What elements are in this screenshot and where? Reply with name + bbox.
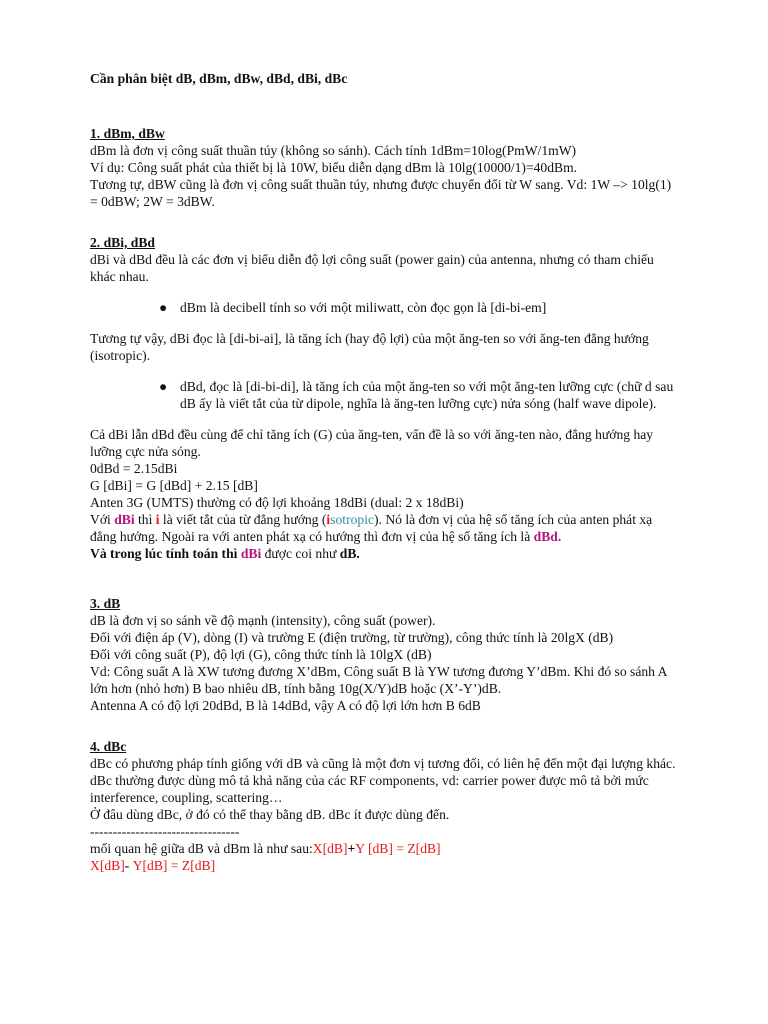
highlight-sotropic: sotropic xyxy=(330,512,374,527)
section-3-line-2: Đối với điện áp (V), dòng (I) và trường E (điện trường, từ trường), công thức tính là 20lgX (dB) xyxy=(90,630,614,645)
text-run: thì xyxy=(134,512,156,527)
formula-x: X[dB] xyxy=(90,858,125,873)
section-4-heading: 4. dBc xyxy=(90,739,127,754)
text-run: Với xyxy=(90,512,115,527)
section-3-heading: 3. dB xyxy=(90,596,121,611)
section-2-line-6: Anten 3G (UMTS) thường có độ lợi khoảng 18dBi (dual: 2 x 18dBi) xyxy=(90,495,464,510)
section-2-line-8 xyxy=(90,545,680,562)
section-1-line-1: dBm là đơn vị công suất thuần túy (không so sánh). Cách tính 1dBm=10log(PmW/1mW) xyxy=(90,143,577,158)
highlight-dbd: dBd. xyxy=(533,529,562,544)
section-2-heading: 2. dBi, dBd xyxy=(90,235,155,250)
section-4-line-4 xyxy=(90,857,680,874)
text-run: mối quan hệ giữa dB và dBm là như sau: xyxy=(90,841,313,856)
bullet-text: dBd, đọc là [di-bi-di], là tăng ích của một ăng-ten so với một ăng-ten lưỡng cực (chữ d sau dB ấy là viết tắt của từ dipole, nghĩa là ăng-ten lưỡng cực) nửa sóng (half wave dipole). xyxy=(180,379,674,411)
formula-yz: Y[dB] = Z[dB] xyxy=(132,858,216,873)
highlight-i: i xyxy=(155,512,160,527)
section-1-line-2: Ví dụ: Công suất phát của thiết bị là 10W, biểu diễn dạng dBm là 10lg(10000/1)=40dBm. xyxy=(90,160,578,175)
list-item xyxy=(159,299,680,316)
highlight-i-isotropic: i xyxy=(326,512,331,527)
section-1-heading: 1. dBm, dBw xyxy=(90,126,165,141)
document-page xyxy=(90,70,680,874)
highlight-dbi: dBi xyxy=(114,512,135,527)
bullet-text: dBm là decibell tính so với một miliwatt, còn đọc gọn là [di-bi-em] xyxy=(180,300,547,315)
section-2-line-1: dBi và dBd đều là các đơn vị biểu diễn độ lợi công suất (power gain) của antenna, nhưng có tham chiếu khác nhau. xyxy=(90,252,654,284)
list-item xyxy=(159,378,680,412)
section-3-line-4: Vd: Công suất A là XW tương đương X’dBm, Công suất B là YW tương đương Y’dBm. Khi đó so sánh A lớn hơn (nhỏ hơn) B bao nhiêu dB, tính bằng 10g(X/Y)dB hoặc (X’-Y’)dB. xyxy=(90,664,667,696)
formula-yz: Y [dB] = Z[dB] xyxy=(355,841,441,856)
section-3-line-5: Antenna A có độ lợi 20dBd, B là 14dBd, vậy A có độ lợi lớn hơn B 6dB xyxy=(90,698,481,713)
divider-dashes: --------------------------------- xyxy=(90,824,240,839)
bullet-icon: ● xyxy=(159,379,168,394)
text-run-bold: dB. xyxy=(339,546,360,561)
section-4-line-3 xyxy=(90,840,680,857)
document-title: Cần phân biệt dB, dBm, dBw, dBd, dBi, dBc xyxy=(90,71,348,86)
text-run: Và trong lúc tính toán thì xyxy=(90,546,241,561)
section-3-line-3: Đối với công suất (P), độ lợi (G), công thức tính là 10lgX (dB) xyxy=(90,647,432,662)
section-2-line-4: 0dBd = 2.15dBi xyxy=(90,461,178,476)
bullet-icon: ● xyxy=(159,300,168,315)
text-run: là viết tắt của từ đẳng hướng ( xyxy=(159,512,327,527)
section-2-bullet-list-1 xyxy=(90,299,680,316)
formula-minus: - xyxy=(124,858,133,873)
section-2-line-3: Cả dBi lẫn dBd đều cùng để chỉ tăng ích (G) của ăng-ten, vấn đề là so với ăng-ten nào, đẳng hướng hay lưỡng cực nửa sóng. xyxy=(90,427,654,459)
text-run: được coi như xyxy=(261,546,340,561)
highlight-dbi: dBi xyxy=(240,546,262,561)
section-3-line-1: dB là đơn vị so sánh về độ mạnh (intensity), công suất (power). xyxy=(90,613,436,628)
section-2-bullet-list-2 xyxy=(90,378,680,412)
text-run: ). Nó là đơn vị của hệ số tăng ích của anten phát xạ đẳng hướng. Ngoài ra với anten phát xạ có hướng thì đơn vị của hệ số tăng ích là xyxy=(90,512,653,544)
formula-plus: + xyxy=(347,841,356,856)
section-1-line-3: Tương tự, dBW cũng là đơn vị công suất thuần túy, nhưng được chuyển đổi từ W sang. Vd: 1W –> 10lg(1) = 0dBW; 2W = 3dBW. xyxy=(90,177,672,209)
section-2-line-7 xyxy=(90,511,680,545)
formula-x: X[dB] xyxy=(312,841,348,856)
section-4-line-2: Ở đâu dùng dBc, ở đó có thể thay bằng dB. dBc ít được dùng đến. xyxy=(90,807,450,822)
section-4-line-1: dBc có phương pháp tính giống với dB và cũng là một đơn vị tương đối, có liên hệ đến một đại lượng khác. dBc thường được dùng mô tả khả năng của các RF components, vd: carrier power được mô tả bởi mức interference, coupling, scattering… xyxy=(90,756,676,805)
section-2-line-2: Tương tự vậy, dBi đọc là [di-bi-ai], là tăng ích (hay độ lợi) của một ăng-ten so với ăng-ten đẳng hướng (isotropic). xyxy=(90,331,649,363)
section-2-line-5: G [dBi] = G [dBd] + 2.15 [dB] xyxy=(90,478,258,493)
